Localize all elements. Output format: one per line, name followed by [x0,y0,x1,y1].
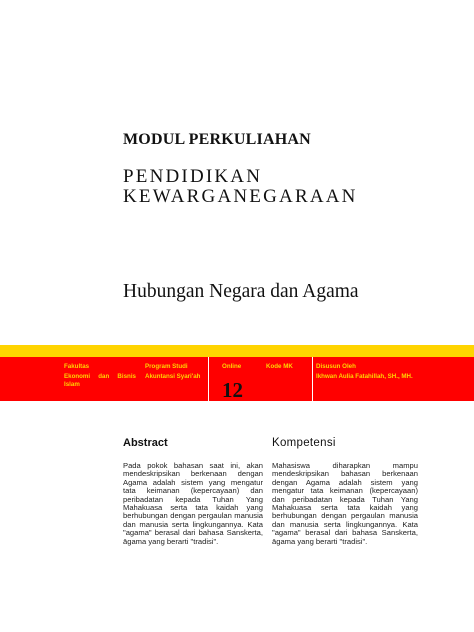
kode-mk-label: Kode MK [266,363,293,370]
author-name: Ikhwan Aulia Fatahillah, SH., MH. [316,373,413,380]
program-studi-value: Akuntansi Syari'ah [145,373,201,380]
info-bar-accent [0,345,474,357]
abstract-heading: Abstract [123,437,168,449]
topic-title: Hubungan Negara dan Agama [123,281,359,302]
course-title [123,167,358,207]
info-bar-divider [312,357,313,401]
course-title-line-2: KEWARGANEGARAAN [123,186,358,207]
program-studi-label: Program Studi [145,363,188,370]
disusun-oleh-label: Disusun Oleh [316,363,356,370]
info-bar-divider [208,357,209,401]
course-title-line-1: PENDIDIKAN [123,166,263,187]
kompetensi-text: Mahasiswa diharapkan mampu mendeskripsikan bahasan berkenaan dengan Agama adalah sistem yang mengatur tata keimanan (kepercayaan) dan peribadatan kepada Tuhan Yang Mahakuasa serta tata kaidah yang berhubungan dengan pergaulan manusia dan manusia serta lingkungannya. Kata "agama" berasal dari bahasa Sanskerta, āgama yang berarti "tradisi". [272,461,418,546]
kompetensi-heading: Kompetensi [272,437,336,449]
module-label: MODUL PERKULIAHAN [123,131,311,148]
fakultas-label: Fakultas [64,363,90,370]
online-number: 12 [222,378,243,402]
online-label: Online [222,363,242,370]
abstract-text: Pada pokok bahasan saat ini, akan mendeskripsikan berkenaan dengan Agama adalah sistem yang mengatur tata keimanan (kepercayaan) dan peribadatan kepada Tuhan Yang Mahakuasa serta tata kaidah yang berhubungan dengan pergaulan manusia dan manusia serta lingkungannya. Kata "agama" berasal dari bahasa Sanskerta, āgama yang berarti "tradisi". [123,461,263,546]
fakultas-value: Ekonomi dan Bisnis Islam [64,373,136,388]
